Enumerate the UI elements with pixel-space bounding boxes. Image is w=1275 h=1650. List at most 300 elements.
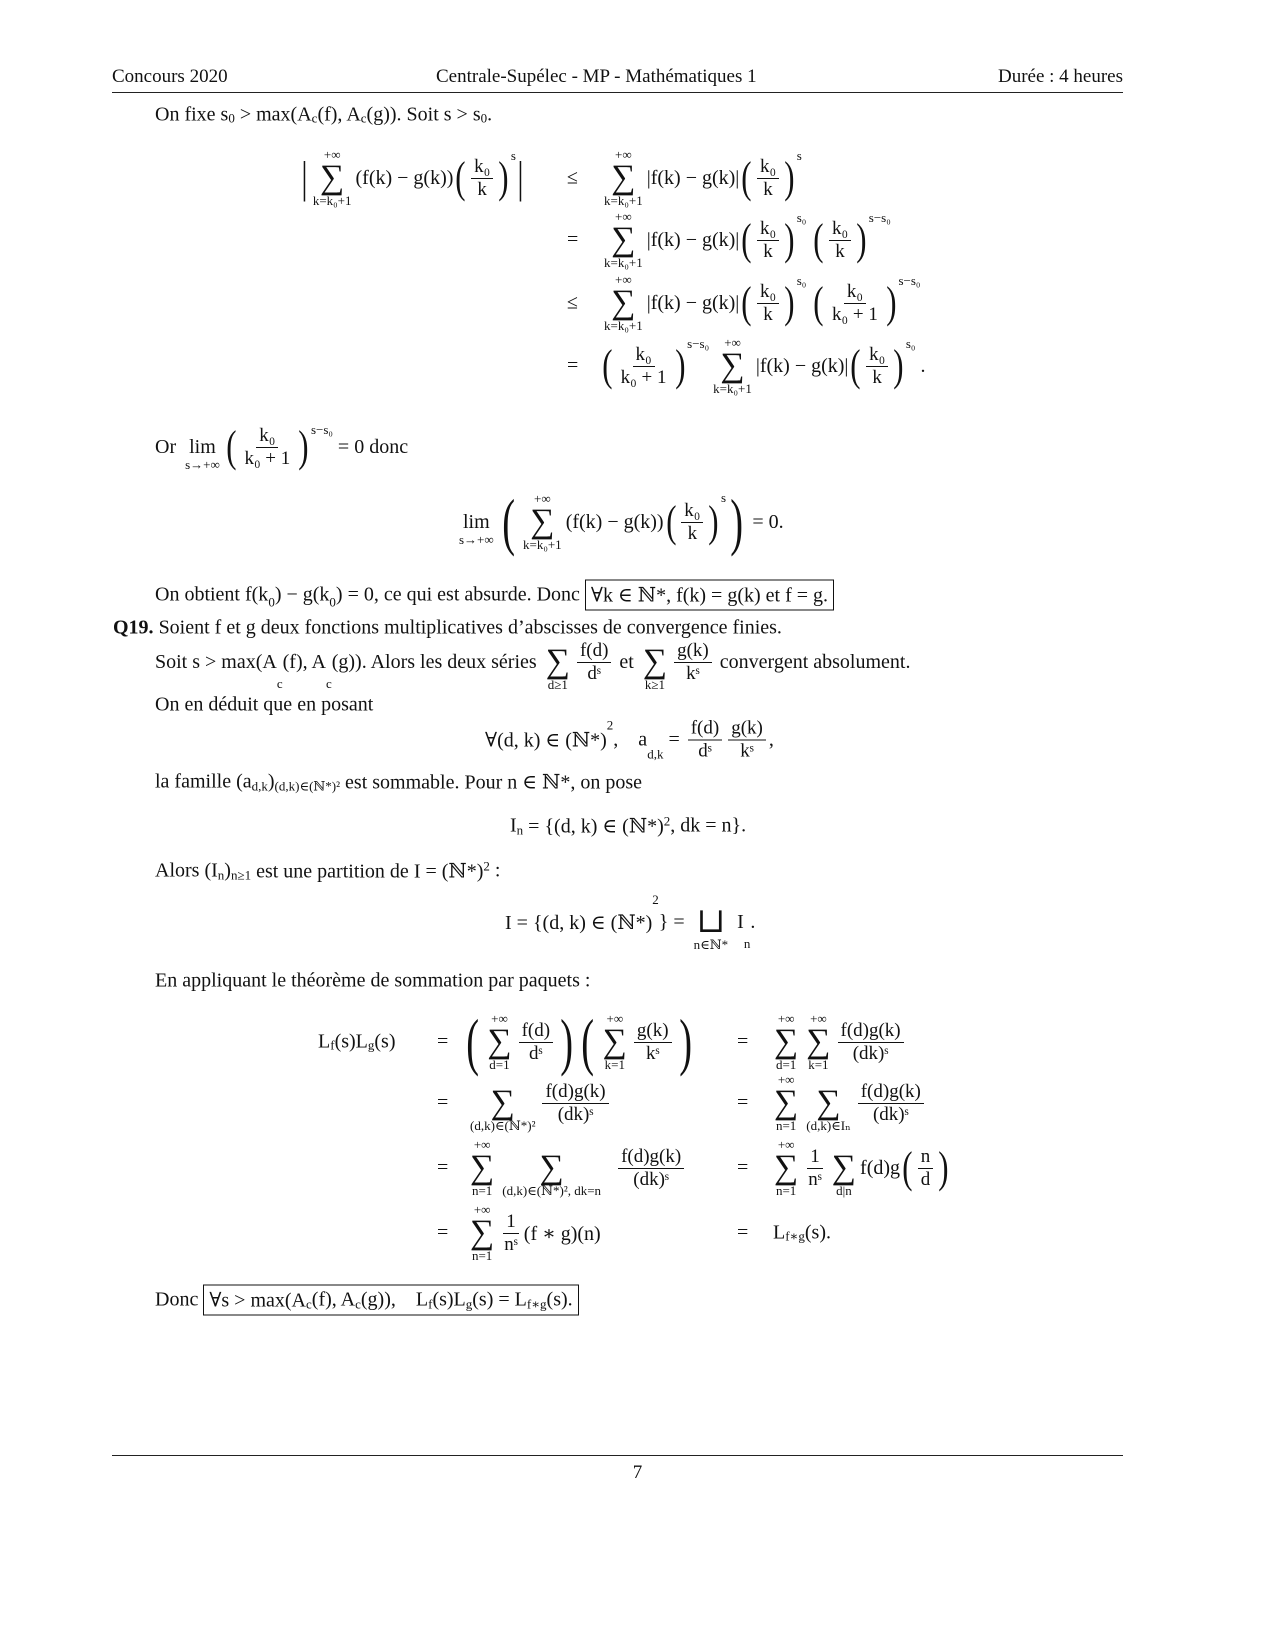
- math-text: (f ∗ g)(n): [523, 1222, 601, 1245]
- math-text: ): [267, 770, 275, 793]
- math-text: , a: [613, 728, 648, 751]
- operator-symbol: lim: [189, 436, 216, 458]
- header-contest: Concours 2020: [112, 66, 228, 87]
- delimiter: ): [938, 1143, 949, 1192]
- fraction: [838, 1020, 904, 1065]
- math-text: |f(k) − g(k)|: [646, 166, 740, 189]
- operator-symbol: ∑: [611, 159, 636, 196]
- denominator: k: [872, 366, 882, 388]
- math-text: convergent absolument.: [714, 650, 911, 673]
- sum-operator: [604, 273, 643, 333]
- denominator: k₀ + 1: [831, 303, 878, 325]
- operator-symbol: ∑: [806, 1023, 831, 1060]
- superscript: s−s₀: [687, 336, 710, 351]
- delimiter: |: [517, 153, 524, 202]
- math-text: > max(A: [234, 103, 312, 126]
- text-line: [155, 770, 642, 795]
- operator-symbol: ∑: [774, 1149, 799, 1186]
- fraction: [634, 1020, 672, 1065]
- numerator: k₀: [256, 425, 278, 448]
- superscript: s₀: [796, 210, 807, 225]
- denominator: dˢ: [587, 662, 601, 684]
- numerator: 1: [807, 1146, 823, 1169]
- display-equation: [505, 892, 755, 952]
- fraction: [618, 1146, 684, 1191]
- header-rule: [112, 92, 1123, 93]
- boxed-result: [203, 1285, 578, 1316]
- delimiter: (: [741, 153, 752, 202]
- delimiter: (: [813, 278, 824, 327]
- lower-bound: k=k₀+1: [604, 318, 643, 333]
- math-text: =: [737, 1221, 749, 1244]
- subscript: d,k: [251, 778, 268, 794]
- math-text: ) = 0, ce qui est absurde. Donc: [335, 583, 585, 606]
- numerator: f(d): [577, 640, 611, 663]
- text-line: [155, 970, 590, 993]
- math-text: Soient f et g deux fonctions multiplicatives d’abscisses de convergence finies.: [153, 616, 782, 639]
- lower-bound: d≥1: [547, 677, 568, 692]
- fraction: [674, 640, 712, 685]
- math-text: (g)). Soit s > s: [366, 103, 481, 126]
- fraction: [829, 281, 881, 326]
- operator-symbol: ∑: [602, 1023, 627, 1060]
- delimiter: ): [784, 278, 795, 327]
- upper-bound: +∞: [724, 335, 741, 350]
- fraction: [681, 500, 703, 545]
- math-text: (g)). Alors les deux séries: [331, 650, 542, 673]
- equation-rhs: [770, 1012, 907, 1072]
- operator-symbol: ∑: [470, 1214, 495, 1251]
- lower-bound: (d,k)∈(ℕ*)², dk=n: [502, 1183, 602, 1198]
- lower-bound: k=k₀+1: [312, 193, 352, 208]
- sum-operator: [774, 1073, 798, 1133]
- sum-operator: [774, 1138, 798, 1198]
- fraction: [471, 156, 493, 201]
- math-text: (s).: [804, 1221, 831, 1244]
- math-text: En appliquant le théorème de sommation par paquets :: [155, 969, 591, 992]
- equation-rhs: [770, 1138, 951, 1198]
- text-line: [155, 859, 500, 884]
- superscript: s−s₀: [310, 422, 333, 437]
- fraction: [618, 344, 670, 389]
- equation-rhs: [600, 336, 925, 396]
- math-text: est sommable. Pour n ∈ ℕ*, on pose: [340, 771, 642, 794]
- subscript: f∗g: [785, 1228, 805, 1244]
- numerator: f(d)g(k): [618, 1146, 684, 1169]
- math-text: |f(k) − g(k)|: [755, 354, 849, 377]
- sum-operator: [774, 1012, 798, 1072]
- subscript: c: [355, 1296, 361, 1312]
- fraction: [757, 156, 779, 201]
- math-text: [806, 229, 811, 252]
- conclusion-line: [155, 1285, 579, 1316]
- numerator: n: [918, 1146, 934, 1169]
- text-line: [155, 580, 834, 611]
- fraction: [519, 1020, 553, 1065]
- math-text: (s)L: [432, 1288, 466, 1311]
- denominator: k: [477, 178, 487, 200]
- fraction: [688, 718, 722, 763]
- display-equation: [485, 718, 774, 763]
- math-text: :: [489, 859, 501, 882]
- large-delimiter: ): [678, 1006, 692, 1077]
- upper-bound: +∞: [810, 1011, 827, 1026]
- operator-symbol: ∑: [816, 1084, 841, 1121]
- math-text: Soit s > max(A: [155, 650, 277, 673]
- text-line: [155, 632, 910, 692]
- upper-bound: +∞: [534, 491, 551, 506]
- operator-symbol: ∑: [320, 159, 345, 196]
- lower-bound: k=k₀+1: [522, 537, 562, 552]
- equation-rhs: [462, 1006, 696, 1077]
- subscript: n: [217, 867, 225, 883]
- superscript: s: [796, 148, 802, 163]
- denominator: k: [687, 522, 698, 544]
- lower-bound: s→+∞: [185, 457, 220, 472]
- math-text: est une partition de I = (ℕ*): [251, 860, 484, 883]
- denominator: (dk)ˢ: [872, 1103, 909, 1125]
- display-equation: [455, 486, 784, 557]
- denominator: (dk)ˢ: [852, 1042, 889, 1064]
- denominator: k: [835, 240, 845, 262]
- superscript: s−s₀: [868, 210, 891, 225]
- superscript: s₀: [905, 336, 916, 351]
- text-line: [155, 104, 492, 127]
- math-text: L: [773, 1221, 786, 1244]
- math-text: = {(d, k) ∈ (ℕ*): [523, 815, 664, 838]
- equation-relation: [567, 355, 578, 378]
- subscript: d,k: [647, 746, 664, 762]
- math-text: L: [318, 1030, 331, 1053]
- sum-operator: [604, 148, 643, 208]
- boxed-result: [585, 580, 834, 611]
- math-text: =: [737, 1156, 749, 1179]
- equation-relation: [737, 1092, 748, 1115]
- denominator: kˢ: [686, 662, 700, 684]
- superscript: s₀: [796, 273, 807, 288]
- math-text: ≤: [567, 166, 578, 189]
- text-line: [155, 694, 373, 717]
- numerator: k₀: [681, 500, 703, 523]
- large-delimiter: ): [560, 1006, 574, 1077]
- subscript: 0: [329, 594, 336, 610]
- delimiter: (: [602, 341, 613, 390]
- denominator: (dk)ˢ: [557, 1103, 594, 1125]
- denominator: kˢ: [740, 740, 754, 762]
- operator-symbol: lim: [463, 511, 490, 533]
- lower-bound: k≥1: [644, 677, 666, 692]
- lower-bound: d=1: [775, 1057, 797, 1072]
- math-text: I: [732, 910, 744, 933]
- subscript: c: [276, 676, 283, 691]
- math-text: .: [487, 103, 493, 126]
- sum-operator: [713, 336, 752, 396]
- math-text: f(d)g: [860, 1156, 901, 1179]
- numerator: k₀: [844, 281, 866, 304]
- superscript: 2: [606, 717, 614, 733]
- sum-operator: [832, 1138, 856, 1198]
- upper-bound: +∞: [615, 272, 632, 287]
- delimiter: ): [784, 153, 795, 202]
- numerator: g(k): [634, 1020, 672, 1043]
- subscript: f∗g: [526, 1296, 547, 1312]
- lower-bound: k=k₀+1: [713, 381, 752, 396]
- fraction: [728, 718, 766, 763]
- equation-relation: [437, 1157, 448, 1180]
- equation-relation: [737, 1157, 748, 1180]
- numerator: k₀: [757, 281, 779, 304]
- upper-bound: +∞: [473, 1202, 491, 1217]
- superscript: 2: [652, 892, 659, 907]
- delimiter: ): [298, 422, 309, 471]
- subscript: f: [330, 1037, 335, 1053]
- page-number: 7: [632, 1462, 643, 1483]
- upper-bound: +∞: [777, 1072, 795, 1087]
- math-text: [605, 1157, 615, 1180]
- lower-bound: k=k₀+1: [604, 193, 643, 208]
- operator-symbol: ∑: [774, 1023, 799, 1060]
- numerator: k₀: [757, 156, 779, 179]
- math-text: On fixe s: [155, 103, 229, 126]
- denominator: nˢ: [504, 1233, 518, 1255]
- delimiter: (: [225, 422, 237, 471]
- lower-bound: d=1: [489, 1057, 510, 1072]
- sum-operator: [523, 492, 562, 552]
- equation-rhs: [600, 148, 802, 208]
- numerator: g(k): [674, 640, 712, 663]
- math-text: =: [567, 354, 579, 377]
- fraction: [805, 1146, 825, 1191]
- math-text: = 0.: [747, 510, 784, 533]
- superscript: s: [510, 148, 516, 163]
- upper-bound: +∞: [473, 1137, 491, 1152]
- limit-operator: [185, 422, 220, 472]
- delimiter: ): [886, 278, 897, 327]
- question-label: Q19.: [113, 616, 154, 639]
- math-text: |f(k) − g(k)|: [646, 228, 740, 251]
- delimiter: (: [813, 215, 824, 264]
- equation-lhs: [318, 1031, 396, 1054]
- math-text: , dk = n}.: [670, 814, 747, 837]
- fraction: [501, 1211, 521, 1256]
- sum-operator: [470, 1203, 494, 1263]
- equation-relation: [437, 1092, 448, 1115]
- math-text: (f(k) − g(k)): [565, 510, 664, 533]
- fraction: [577, 640, 611, 685]
- subscript: 0: [268, 594, 275, 610]
- delimiter: |: [301, 153, 308, 202]
- denominator: (dk)ˢ: [633, 1168, 669, 1190]
- operator-symbol: ∑: [720, 347, 745, 384]
- equation-relation: [567, 292, 578, 315]
- math-text: ): [224, 859, 231, 882]
- lower-bound: k=1: [604, 1057, 625, 1072]
- large-delimiter: ): [730, 486, 744, 557]
- math-text: (f), A: [282, 650, 326, 673]
- upper-bound: +∞: [615, 147, 632, 162]
- lower-bound: n=1: [775, 1118, 797, 1133]
- numerator: f(d): [688, 718, 722, 741]
- denominator: d: [920, 1168, 931, 1190]
- denominator: kˢ: [645, 1042, 660, 1064]
- delimiter: (: [902, 1143, 913, 1192]
- lower-bound: (d,k)∈Iₙ: [806, 1118, 851, 1133]
- operator-symbol: ∑: [642, 643, 668, 680]
- operator-symbol: ∑: [611, 221, 636, 258]
- math-text: .: [750, 910, 756, 933]
- operator-symbol: ⊔: [696, 903, 726, 940]
- denominator: k: [763, 178, 773, 200]
- superscript: 2: [483, 858, 490, 874]
- lower-bound: n∈ℕ*: [693, 937, 729, 952]
- limit-operator: [459, 497, 494, 547]
- denominator: k₀ + 1: [620, 366, 667, 388]
- math-text: [806, 292, 811, 315]
- math-text: et: [614, 650, 639, 673]
- lower-bound: n=1: [775, 1183, 797, 1198]
- denominator: k: [763, 240, 773, 262]
- lower-bound: s→+∞: [459, 532, 494, 547]
- operator-symbol: ∑: [774, 1084, 799, 1121]
- denominator: dˢ: [698, 740, 712, 762]
- math-text: =: [737, 1030, 749, 1053]
- denominator: k: [763, 303, 773, 325]
- equation-rhs: [600, 210, 891, 270]
- equation-rhs: [466, 1203, 601, 1263]
- math-text: =: [663, 728, 685, 751]
- delimiter: ): [784, 215, 795, 264]
- delimiter: (: [850, 341, 861, 390]
- math-text: = 0 donc: [332, 435, 409, 458]
- math-text: (s) = L: [472, 1288, 527, 1311]
- fraction: [858, 1081, 924, 1126]
- subscript: (d,k)∈(ℕ*)²: [274, 778, 341, 794]
- lower-bound: n=1: [471, 1183, 493, 1198]
- equation-lhs: [300, 148, 525, 208]
- delimiter: (: [741, 278, 752, 327]
- delimiter: (: [665, 497, 677, 546]
- upper-bound: +∞: [777, 1137, 795, 1152]
- superscript: s−s₀: [898, 273, 921, 288]
- math-text: la famille (a: [155, 770, 252, 793]
- numerator: f(d)g(k): [858, 1081, 924, 1104]
- math-text: Alors (I: [155, 859, 218, 882]
- equation-rhs: [773, 1222, 831, 1245]
- math-text: } =: [658, 910, 690, 933]
- fraction: [866, 344, 888, 389]
- large-delimiter: (: [581, 1006, 595, 1077]
- math-text: =: [437, 1156, 449, 1179]
- equation-relation: [567, 167, 578, 190]
- math-text: (s): [374, 1030, 396, 1053]
- disjoint-union-operator: [694, 892, 729, 952]
- math-text: On obtient f(k: [155, 583, 269, 606]
- sum-operator: [470, 1073, 535, 1133]
- lower-bound: k=1: [808, 1057, 829, 1072]
- math-text: =: [437, 1221, 449, 1244]
- subscript: f: [428, 1296, 433, 1312]
- upper-bound: +∞: [615, 209, 632, 224]
- lower-bound: (d,k)∈(ℕ*)²: [470, 1118, 536, 1133]
- equation-relation: [437, 1031, 448, 1054]
- fraction: [757, 281, 779, 326]
- denominator: nˢ: [808, 1168, 822, 1190]
- operator-symbol: ∑: [545, 643, 570, 680]
- fraction: [542, 1081, 608, 1126]
- equation-rhs: [466, 1138, 687, 1198]
- subscript: c: [360, 110, 367, 126]
- sum-operator: [643, 632, 667, 692]
- sum-operator: [603, 1012, 627, 1072]
- math-text: .: [915, 354, 926, 377]
- delimiter: ): [893, 341, 904, 390]
- subscript: n: [743, 936, 751, 951]
- operator-symbol: ∑: [831, 1149, 857, 1186]
- math-text: =: [737, 1091, 749, 1114]
- math-text: =: [567, 228, 579, 251]
- sum-operator: [470, 1138, 494, 1198]
- subscript: n: [516, 822, 524, 838]
- math-text: (f), A: [311, 1288, 356, 1311]
- sum-operator: [502, 1138, 601, 1198]
- fraction: [918, 1146, 934, 1191]
- math-text: (f(k) − g(k)): [355, 166, 454, 189]
- delimiter: ): [498, 153, 509, 202]
- math-text: ≤: [567, 291, 578, 314]
- equation-rhs: [600, 273, 920, 333]
- operator-symbol: ∑: [530, 503, 555, 540]
- numerator: k₀: [757, 218, 779, 241]
- sum-operator: [546, 632, 570, 692]
- upper-bound: +∞: [491, 1011, 508, 1026]
- math-text: I: [510, 814, 517, 837]
- denominator: k₀ + 1: [244, 447, 291, 469]
- math-text: Donc: [155, 1288, 204, 1311]
- numerator: k₀: [471, 156, 493, 179]
- footer-rule: [112, 1455, 1123, 1456]
- upper-bound: +∞: [777, 1011, 795, 1026]
- math-text: ,: [768, 728, 774, 751]
- superscript: 2: [663, 813, 671, 829]
- sum-operator: [806, 1012, 830, 1072]
- operator-symbol: ∑: [470, 1149, 495, 1186]
- header-title: Centrale-Supélec - MP - Mathématiques 1: [436, 66, 757, 87]
- operator-symbol: ∑: [487, 1023, 512, 1060]
- math-text: (s)L: [334, 1030, 368, 1053]
- delimiter: (: [455, 153, 466, 202]
- operator-symbol: ∑: [490, 1084, 515, 1121]
- operator-symbol: ∑: [611, 284, 636, 321]
- math-text: I = {(d, k) ∈ (ℕ*): [505, 911, 653, 934]
- fraction: [241, 425, 293, 470]
- denominator: dˢ: [529, 1042, 543, 1064]
- sum-operator: [806, 1073, 850, 1133]
- math-text: (s).: [546, 1288, 573, 1311]
- text-line: [155, 422, 408, 472]
- display-equation: [510, 814, 746, 839]
- equation-relation: [567, 229, 578, 252]
- math-text: =: [437, 1030, 449, 1053]
- math-text: Or: [155, 435, 182, 458]
- large-delimiter: (: [466, 1006, 480, 1077]
- fraction: [757, 218, 779, 263]
- equation-relation: [437, 1222, 448, 1245]
- math-text: (f), A: [317, 103, 361, 126]
- math-text: ∀k ∈ ℕ*, f(k) = g(k) et f = g.: [590, 584, 829, 607]
- subscript: 0: [480, 110, 488, 126]
- math-text: (g)), L: [360, 1288, 429, 1311]
- subscript: g: [465, 1296, 473, 1312]
